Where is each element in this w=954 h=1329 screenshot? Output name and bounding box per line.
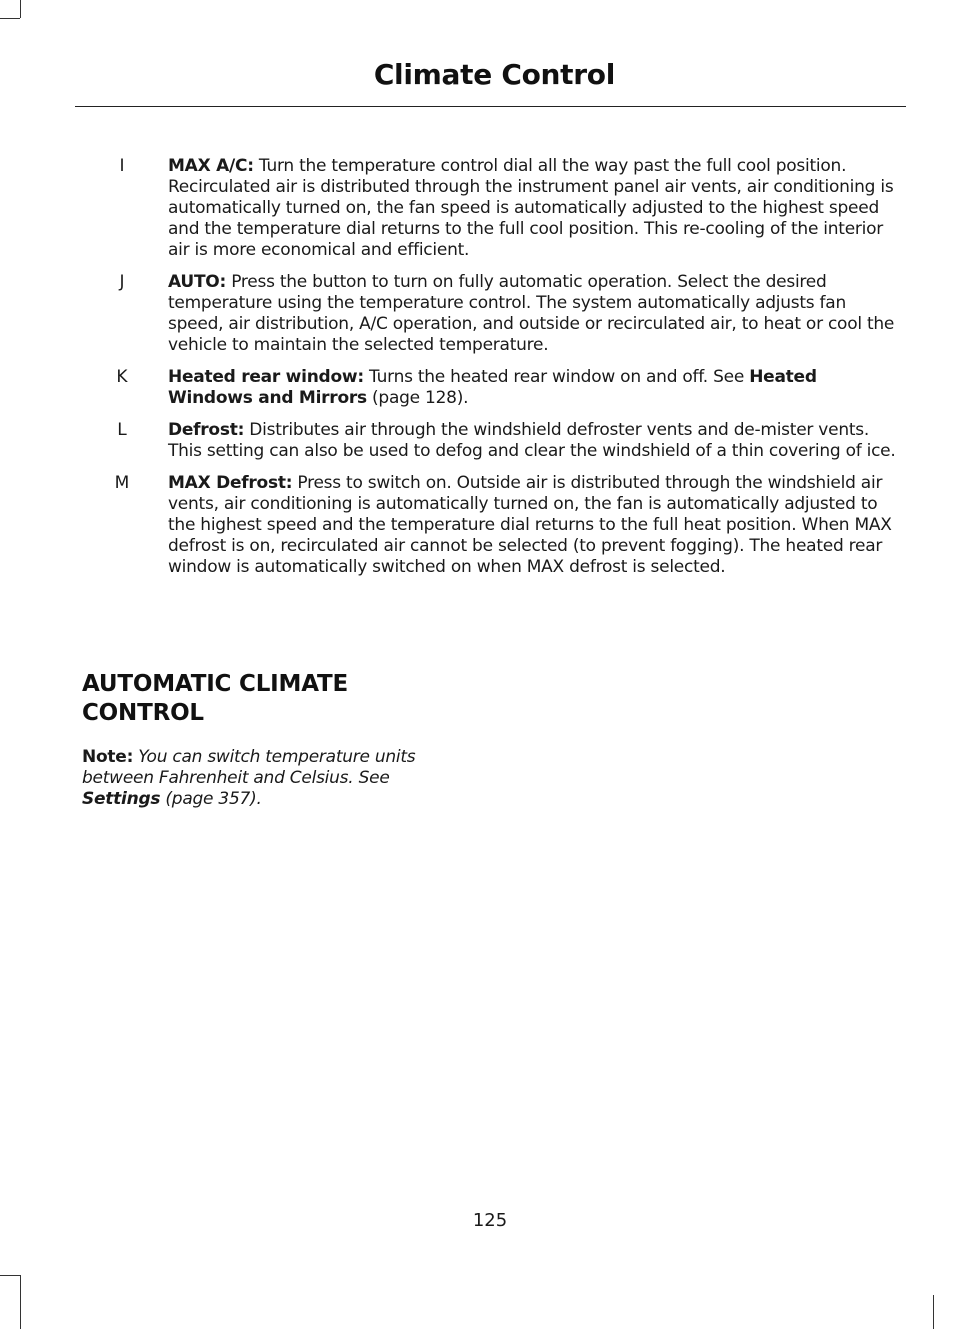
item-term: MAX A/C: — [168, 156, 254, 176]
item-key: M — [114, 473, 130, 493]
item-text: Turn the temperature control dial all the way past the full cool position. Recirculated air is distributed through the instrument panel air vents, air conditioning is automatically turned on, the fan speed is automatically adjusted to the highest speed and the temperature dial returns to the full cool position. This re-cooling of the interior air is more economical and efficient. — [168, 156, 894, 260]
note-label: Note: — [82, 747, 134, 767]
item-text: Press to switch on. Outside air is distributed through the windshield air vents, air conditioning is automatically turned on, the fan is automatically adjusted to the highest speed and the temperature dial returns to the full heat position. When MAX defrost is on, recirculated air cannot be selected (to prevent fogging). The heated rear window is automatically switched on when MAX defrost is selected. — [168, 473, 892, 577]
item-term: AUTO: — [168, 272, 227, 292]
item-text: Turns the heated rear window on and off. See — [363, 367, 750, 387]
cross-reference-link[interactable]: Heated Windows and Mirrors — [168, 367, 817, 408]
cross-reference-page: (page 128). — [366, 388, 469, 408]
item-key: K — [116, 367, 128, 387]
item-description — [168, 367, 896, 409]
item-term: Heated rear window: — [168, 367, 364, 387]
note-text: You can switch temperature units between Fahrenheit and Celsius. See — [82, 747, 416, 788]
section-heading — [82, 670, 422, 728]
item-description — [168, 420, 896, 462]
item-text: Press the button to turn on fully automatic operation. Select the desired temperature using the temperature control. The system automatically adjusts fan speed, air distribution, A/C operation, and outside or recirculated air, to heat or cool the vehicle to maintain the selected temperature. — [168, 272, 895, 355]
control-item-max-ac — [0, 156, 954, 261]
crop-mark-bottom-left-horizontal — [0, 1275, 20, 1276]
item-text: Distributes air through the windshield defroster vents and de-mister vents. This setting can also be used to defog and clear the windshield of a thin covering of ice. — [168, 420, 896, 461]
header-rule — [75, 106, 906, 107]
item-term: Defrost: — [168, 420, 245, 440]
crop-mark-top-left-horizontal — [0, 18, 20, 19]
item-key: J — [119, 272, 125, 292]
note-paragraph — [82, 747, 462, 810]
note-cross-reference-page: (page 357). — [160, 789, 262, 809]
crop-mark-bottom-left-vertical — [20, 1275, 21, 1329]
crop-mark-bottom-right-vertical — [933, 1295, 934, 1329]
section-heading-line1: AUTOMATIC CLIMATE — [82, 671, 349, 697]
control-item-max-defrost — [0, 473, 954, 578]
item-description — [168, 156, 896, 261]
page-number: 125 — [472, 1210, 508, 1231]
note-cross-reference-link[interactable]: Settings — [82, 789, 161, 809]
item-key: L — [117, 420, 127, 440]
control-item-defrost — [0, 420, 954, 462]
control-list — [0, 156, 954, 589]
page-title: Climate Control — [373, 58, 615, 91]
item-key: I — [119, 156, 125, 176]
control-item-auto — [0, 272, 954, 356]
item-description — [168, 473, 896, 578]
crop-mark-top-left-vertical — [20, 0, 21, 18]
item-description — [168, 272, 896, 356]
item-term: MAX Defrost: — [168, 473, 293, 493]
control-item-heated-rear-window — [0, 367, 954, 409]
section-heading-line2: CONTROL — [82, 700, 204, 726]
